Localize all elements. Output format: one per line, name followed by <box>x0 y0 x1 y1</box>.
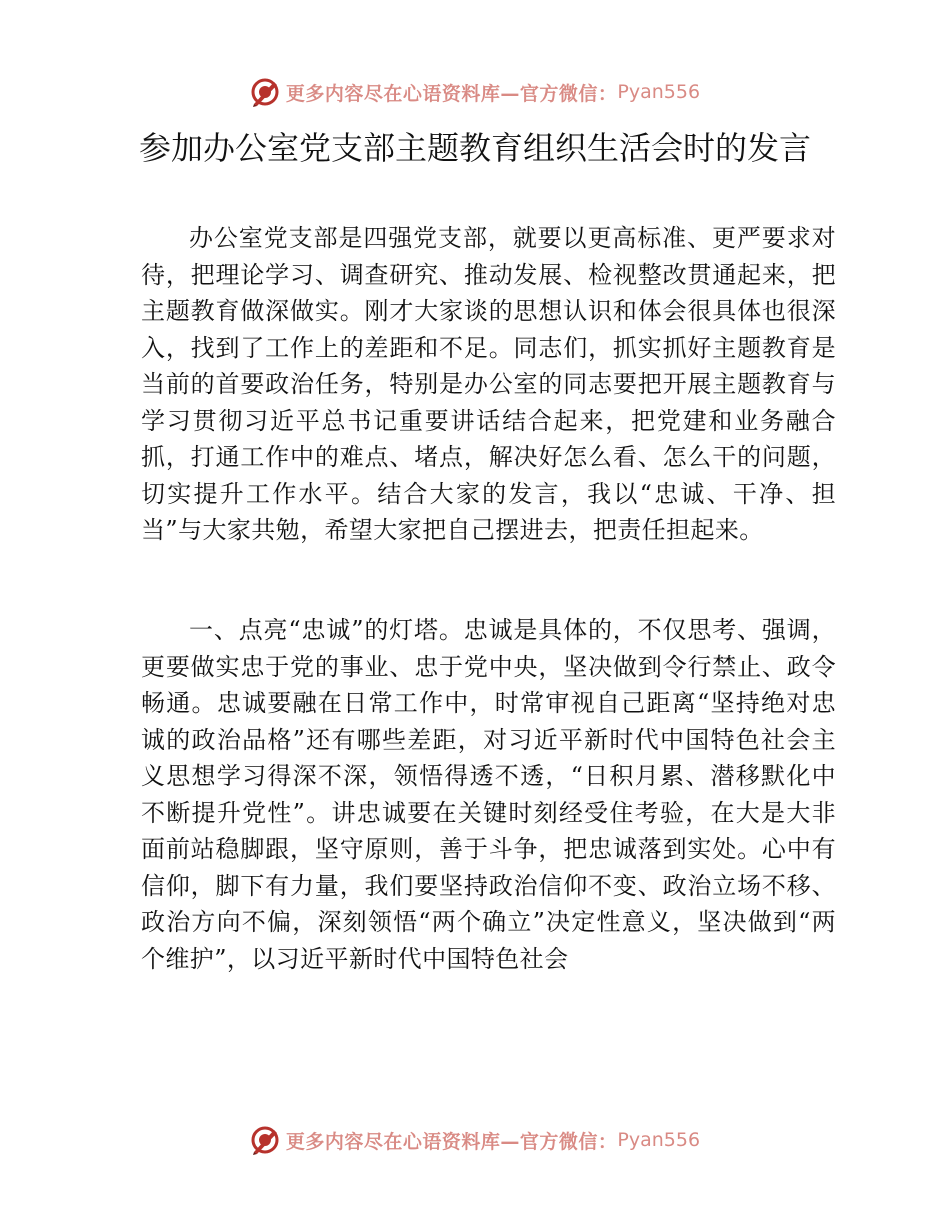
pen-logo-icon <box>250 1125 280 1155</box>
banner-wechat-id: Pyan556 <box>617 1129 701 1151</box>
banner-text: 更多内容尽在心语资料库—官方微信： <box>285 1130 618 1153</box>
body-paragraph: 一、点亮“忠诚”的灯塔。忠诚是具体的，不仅思考、强调，更要做实忠于党的事业、忠于党中央，坚决做到令行禁止、政令畅通。忠诚要融在日常工作中，时常审视自己距离“坚持绝对忠诚的政治品格”还有哪些差距，对习近平新时代中国特色社会主义思想学习得深不深，领悟得透不透，“日积月累、潜移默化中不断提升党性”。讲忠诚要在关键时刻经受住考验，在大是大非面前站稳脚跟，坚守原则，善于斗争，把忠诚落到实处。心中有信仰，脚下有力量，我们要坚持政治信仰不变、政治立场不移、政治方向不偏，深刻领悟“两个确立”决定性意义，坚决做到“两个维护”，以习近平新时代中国特色社会 <box>141 616 836 973</box>
header-banner <box>0 70 950 114</box>
pen-logo-icon <box>250 77 280 107</box>
body-paragraph: 办公室党支部是四强党支部，就要以更高标准、更严要求对待，把理论学习、调查研究、推动发展、检视整改贯通起来，把主题教育做深做实。刚才大家谈的思想认识和体会很具体也很深入，找到了工作上的差距和不足。同志们，抓实抓好主题教育是当前的首要政治任务，特别是办公室的同志要把开展主题教育与学习贯彻习近平总书记重要讲话结合起来，把党建和业务融合抓，打通工作中的难点、堵点，解决好怎么看、怎么干的问题，切实提升工作水平。结合大家的发言，我以“忠诚、干净、担当”与大家共勉，希望大家把自己摆进去，把责任担起来。 <box>141 224 836 544</box>
document-title: 参加办公室党支部主题教育组织生活会时的发言 <box>138 129 811 167</box>
banner-wechat-id: Pyan556 <box>617 81 701 103</box>
footer-banner <box>0 1118 950 1162</box>
banner-text: 更多内容尽在心语资料库—官方微信： <box>285 82 618 105</box>
